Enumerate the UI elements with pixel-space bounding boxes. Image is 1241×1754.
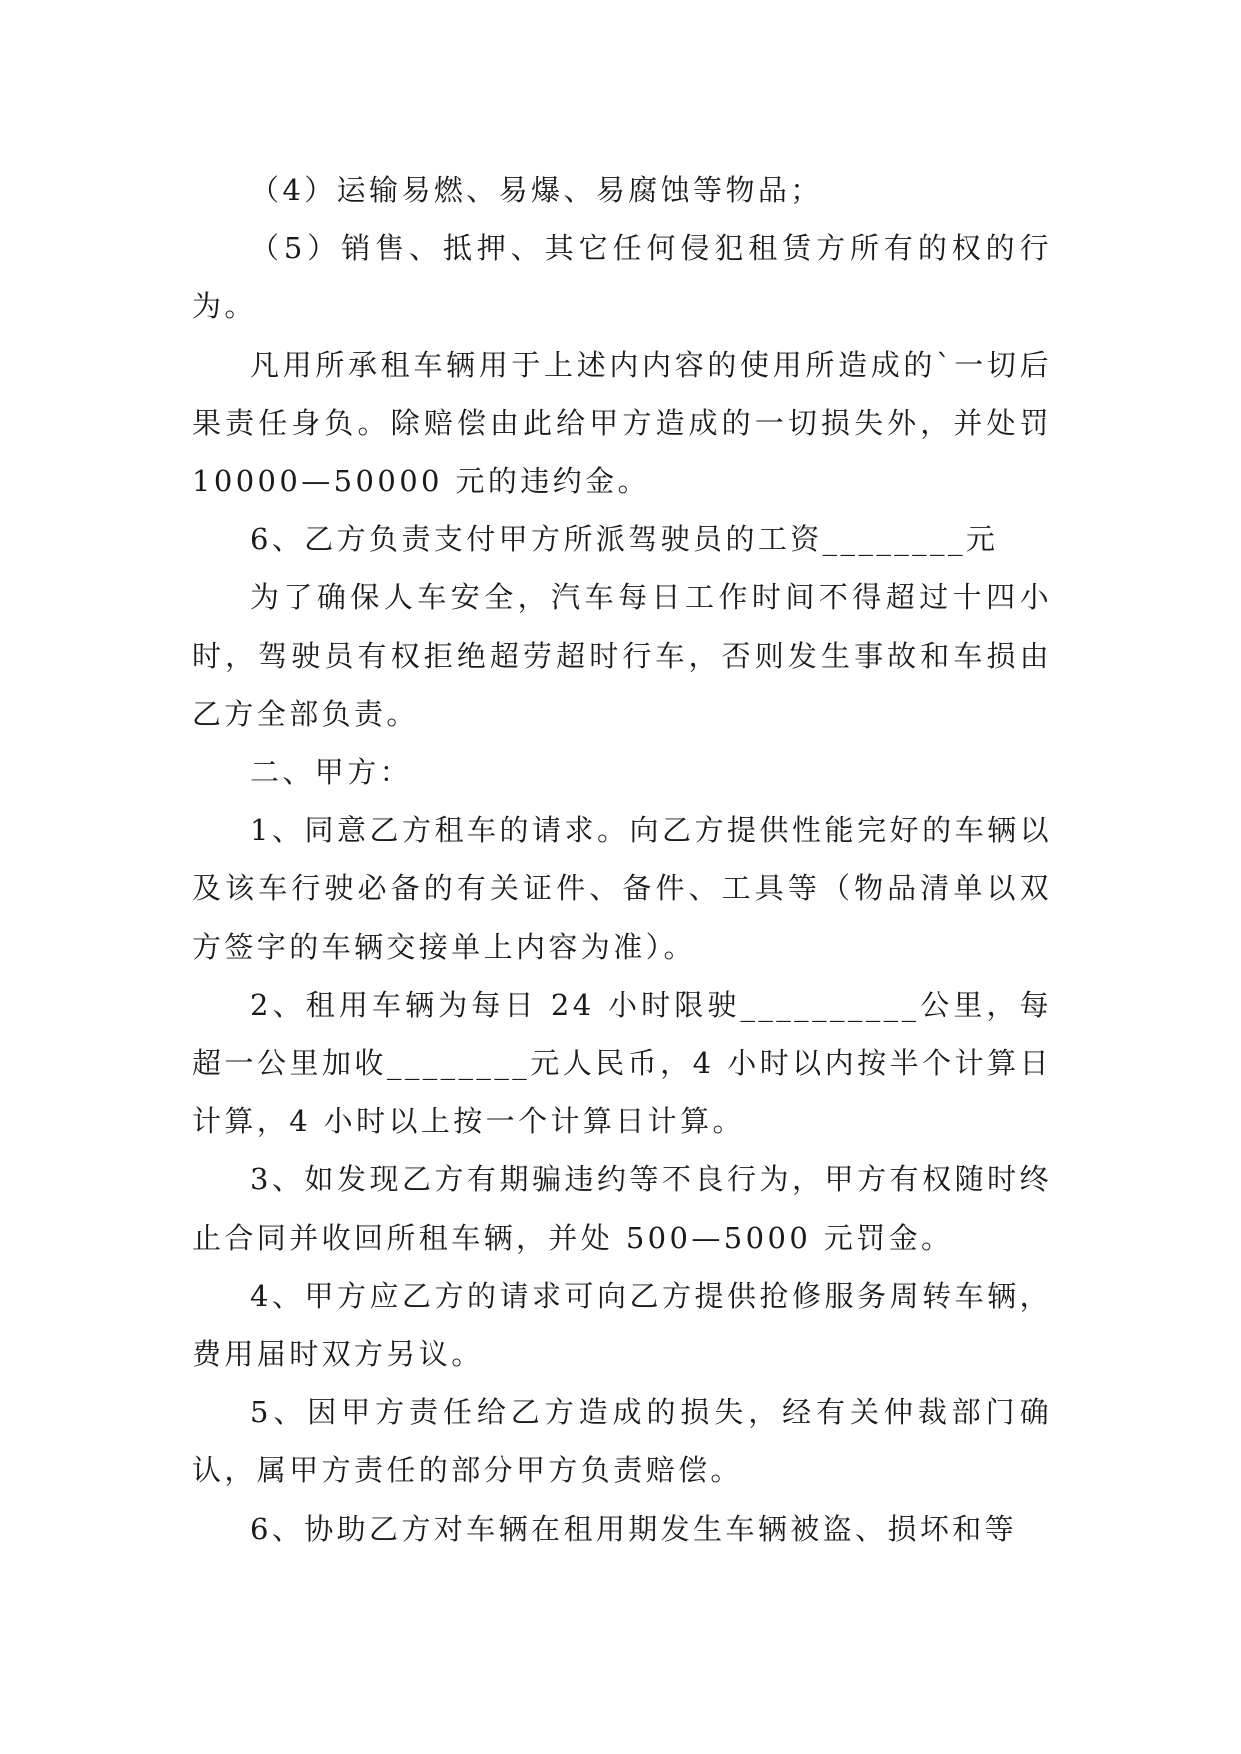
paragraph-party-a-3: 3、如发现乙方有期骗违约等不良行为，甲方有权随时终止合同并收回所租车辆，并处 500—5000 元罚金。 xyxy=(192,1162,1052,1255)
paragraph-party-a-5: 5、因甲方责任给乙方造成的损失，经有关仲裁部门确认，属甲方责任的部分甲方负责赔偿。 xyxy=(192,1395,1052,1488)
paragraph-party-a-2: 2、租用车辆为每日 24 小时限驶__________公里，每超一公里加收________元人民币，4 小时以内按半个计算日计算，4 小时以上按一个计算日计算。 xyxy=(192,987,1052,1139)
paragraph-party-a-1: 1、同意乙方租车的请求。向乙方提供性能完好的车辆以及该车行驶必备的有关证件、备件、工具等（物品清单以双方签字的车辆交接单上内容为准）。 xyxy=(192,813,1052,964)
paragraph-liability: 凡用所承租车辆用于上述内内容的使用所造成的`一切后果责任身负。除赔偿由此给甲方造成的一切损失外，并处罚 10000—50000 元的违约金。 xyxy=(192,347,1052,499)
paragraph-party-a-4: 4、甲方应乙方的请求可向乙方提供抢修服务周转车辆，费用届时双方另议。 xyxy=(192,1278,1052,1372)
document-body xyxy=(192,161,1052,1558)
section-heading-party-a: 二、甲方： xyxy=(250,755,413,790)
paragraph-safety: 为了确保人车安全，汽车每日工作时间不得超过十四小时，驾驶员有权拒绝超劳超时行车，否则发生事故和车损由乙方全部负责。 xyxy=(192,580,1052,731)
paragraph-party-a-6: 6、协助乙方对车辆在租用期发生车辆被盗、损坏和等 xyxy=(250,1511,1018,1546)
paragraph-driver-wage: 6、乙方负责支付甲方所派驾驶员的工资________元 xyxy=(250,522,999,557)
paragraph-item-4: （4）运输易燃、易爆、易腐蚀等物品； xyxy=(250,173,823,207)
paragraph-item-5: （5）销售、抵押、其它任何侵犯租赁方所有的权的行为。 xyxy=(192,231,1052,324)
